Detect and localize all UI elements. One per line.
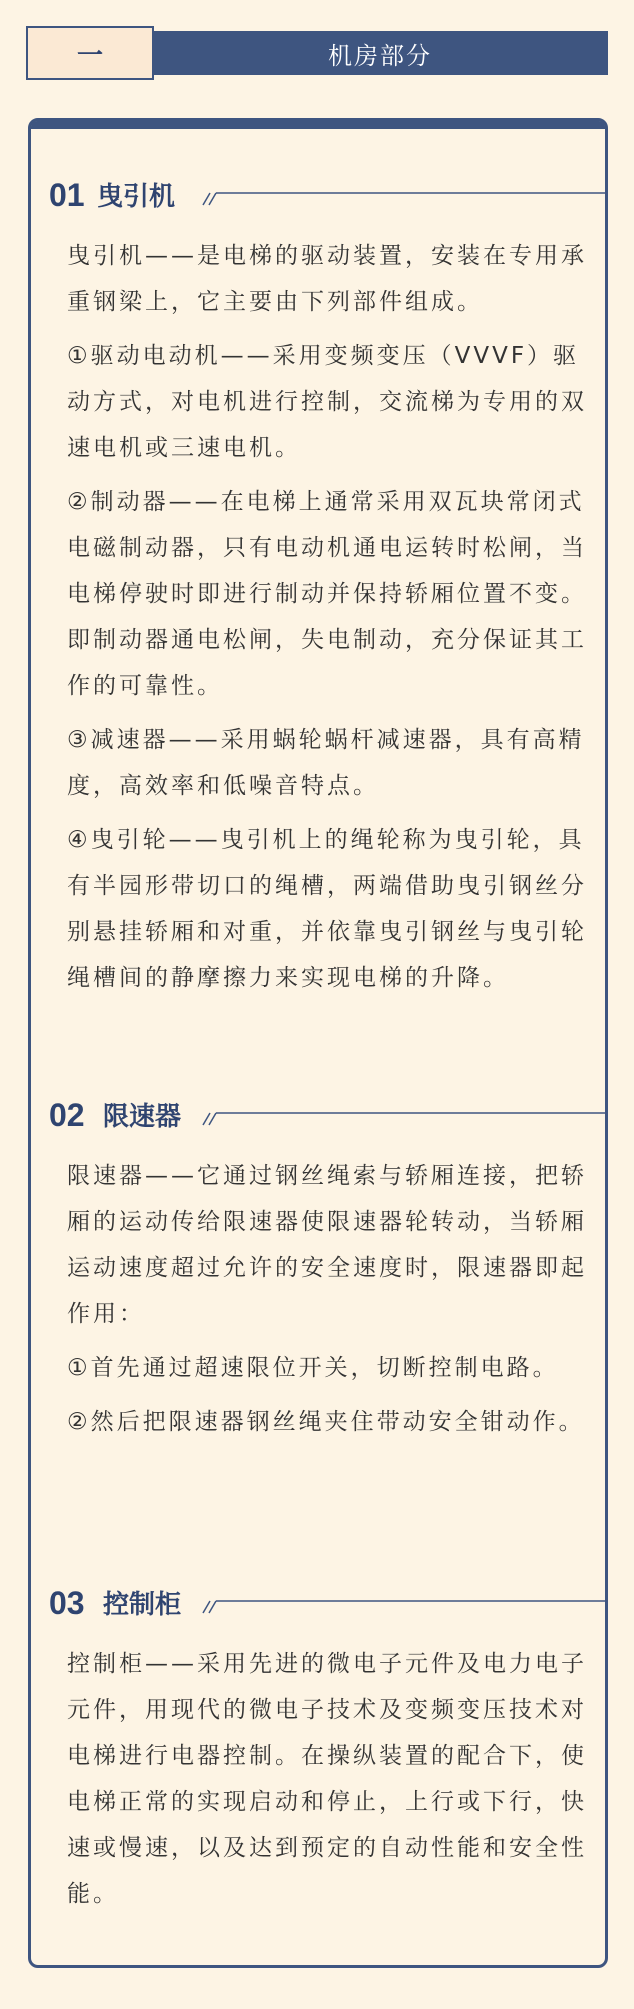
paragraph: 控制柜——采用先进的微电子元件及电力电子元件，用现代的微电子技术及变频变压技术对电梯进行电器控制。在操纵装置的配合下，使电梯正常的实现启动和停止，上行或下行，快速或慢速，以及达到预定的自动性能和安全性能。 — [67, 1651, 587, 1907]
section-body-01 — [67, 233, 587, 1009]
divider-slash-line — [201, 1101, 608, 1131]
section-body-03 — [67, 1641, 587, 1925]
section-title: 控制柜 — [103, 1590, 182, 1620]
paragraph: 曳引机——是电梯的驱动装置，安装在专用承重钢梁上，它主要由下列部件组成。 — [67, 243, 587, 315]
section-number: 02 — [49, 1097, 85, 1133]
divider-slash-line — [201, 1589, 608, 1619]
section-header-02 — [31, 1093, 608, 1137]
section-title: 限速器 — [103, 1102, 182, 1132]
section-number: 03 — [49, 1585, 85, 1621]
paragraph: ④曳引轮——曳引机上的绳轮称为曳引轮，具有半园形带切口的绳槽，两端借助曳引钢丝分别悬挂轿厢和对重，并依靠曳引钢丝与曳引轮绳槽间的静摩擦力来实现电梯的升降。 — [67, 827, 587, 991]
section-header-03 — [31, 1581, 608, 1625]
paragraph: ③减速器——采用蜗轮蜗杆减速器，具有高精度，高效率和低噪音特点。 — [67, 727, 585, 799]
paragraph: ②制动器——在电梯上通常采用双瓦块常闭式电磁制动器，只有电动机通电运转时松闸，当电梯停驶时即进行制动并保持轿厢位置不变。即制动器通电松闸，失电制动，充分保证其工作的可靠性。 — [67, 489, 587, 699]
section-title: 曳引机 — [97, 182, 176, 212]
banner-number: 一 — [26, 26, 154, 80]
section-body-02 — [67, 1153, 587, 1453]
paragraph: ①驱动电动机——采用变频变压（VVVF）驱动方式，对电机进行控制，交流梯为专用的双速电机或三速电机。 — [67, 343, 587, 461]
banner-title: 机房部分 — [152, 31, 608, 75]
section-banner — [26, 24, 608, 82]
paragraph: 限速器——它通过钢丝绳索与轿厢连接，把轿厢的运动传给限速器使限速器轮转动，当轿厢运动速度超过允许的安全速度时，限速器即起作用： — [67, 1163, 587, 1327]
content-card — [28, 118, 608, 1968]
section-number: 01 — [49, 177, 85, 213]
divider-slash-line — [201, 181, 608, 211]
section-header-01 — [31, 173, 608, 217]
paragraph: ①首先通过超速限位开关，切断控制电路。 — [67, 1355, 559, 1381]
paragraph: ②然后把限速器钢丝绳夹住带动安全钳动作。 — [67, 1409, 585, 1435]
